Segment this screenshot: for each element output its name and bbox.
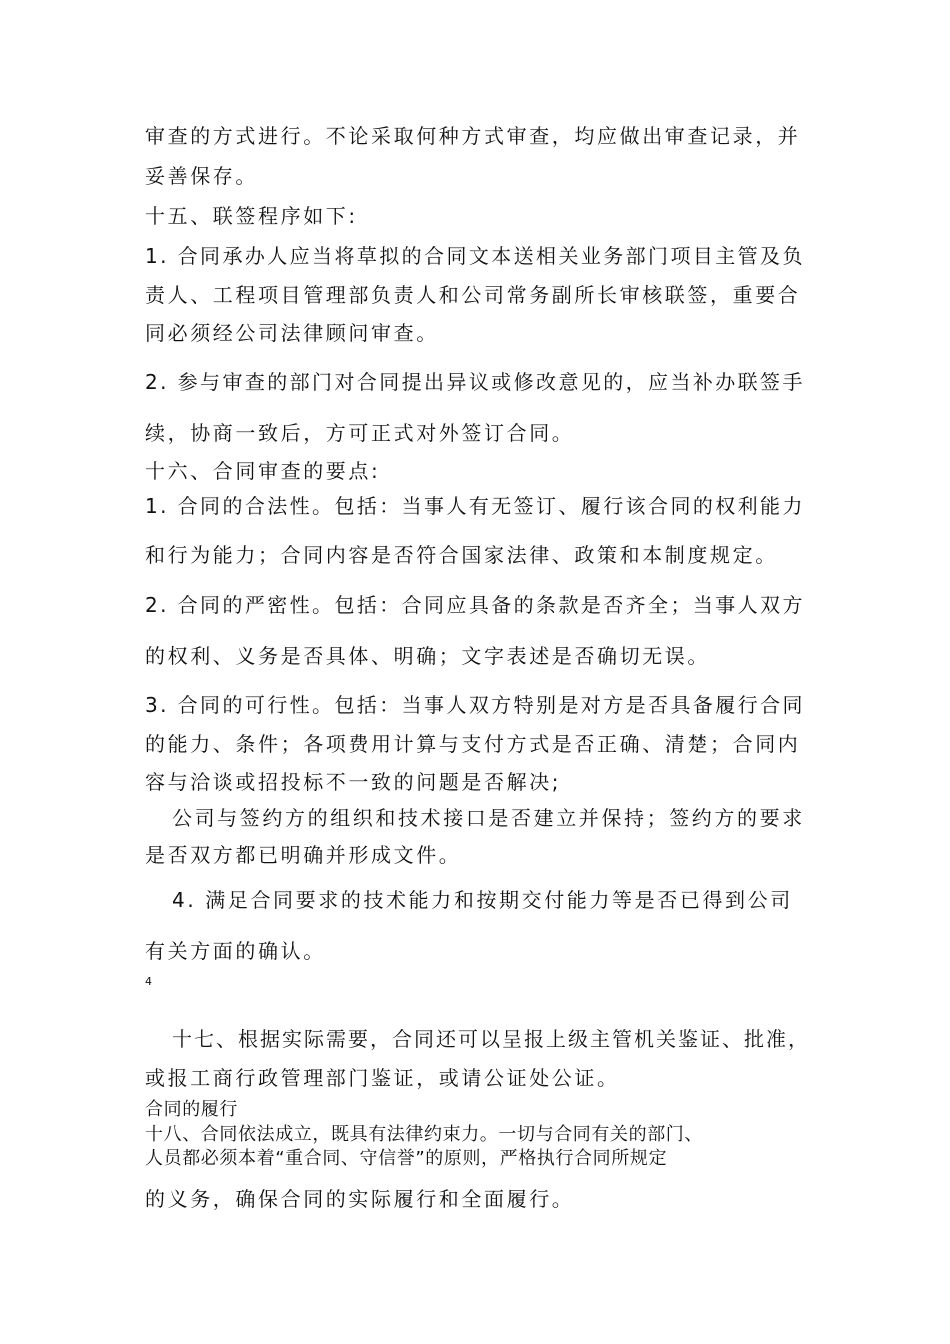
text-line: 同必须经公司法律顾问审查。 bbox=[145, 321, 439, 345]
text-line: 公司与签约方的组织和技术接口是否建立并保持；签约方的要求 bbox=[172, 806, 805, 830]
text-line: 妥善保存。 bbox=[145, 164, 258, 188]
text-line: 审查的方式进行。不论采取何种方式审查，均应做出审查记录，并 bbox=[145, 124, 801, 148]
section-heading: 十六、合同审查的要点: bbox=[145, 459, 381, 483]
text-line: 或报工商行政管理部门鉴证，或请公证处公证。 bbox=[145, 1066, 620, 1090]
page-number: 4 bbox=[145, 975, 152, 988]
text-line: 的义务，确保合同的实际履行和全面履行。 bbox=[145, 1187, 575, 1211]
text-line: 责人、工程项目管理部负责人和公司常务副所长审核联签，重要合 bbox=[145, 283, 801, 307]
text-line: 1. 合同承办人应当将草拟的合同文本送相关业务部门项目主管及负 bbox=[145, 244, 805, 268]
text-line: 十七、根据实际需要，合同还可以呈报上级主管机关鉴证、批准， bbox=[172, 1027, 810, 1051]
text-line: 和行为能力；合同内容是否符合国家法律、政策和本制度规定。 bbox=[145, 543, 778, 567]
text-line: 3. 合同的可行性。包括：当事人双方特别是对方是否具备履行合同 bbox=[145, 693, 805, 717]
text-line: 十八、合同依法成立，既具有法律约束力。一切与合同有关的部门、 bbox=[145, 1124, 703, 1145]
text-line: 人员都必须本着“重合同、守信誉”的原则，严格执行合同所规定 bbox=[145, 1148, 668, 1169]
section-heading: 十五、联签程序如下: bbox=[145, 204, 358, 228]
text-line: 的权利、义务是否具体、明确；文字表述是否确切无误。 bbox=[145, 644, 710, 668]
text-line: 是否双方都已明确并形成文件。 bbox=[145, 843, 462, 867]
text-line: 有关方面的确认。 bbox=[145, 939, 326, 963]
text-line: 的能力、条件；各项费用计算与支付方式是否正确、清楚；合同内 bbox=[145, 732, 801, 756]
text-line: 1. 合同的合法性。包括：当事人有无签订、履行该合同的权利能力 bbox=[145, 494, 805, 518]
text-line: 容与洽谈或招投标不一致的问题是否解决; bbox=[145, 770, 562, 794]
text-line: 4. 满足合同要求的技术能力和按期交付能力等是否已得到公司 bbox=[172, 888, 793, 912]
text-line: 2. 合同的严密性。包括：合同应具备的条款是否齐全；当事人双方 bbox=[145, 593, 805, 617]
section-heading: 合同的履行 bbox=[145, 1099, 238, 1120]
text-line: 2. 参与审查的部门对合同提出异议或修改意见的，应当补办联签手 bbox=[145, 370, 805, 394]
text-line: 续，协商一致后，方可正式对外签订合同。 bbox=[145, 421, 575, 445]
